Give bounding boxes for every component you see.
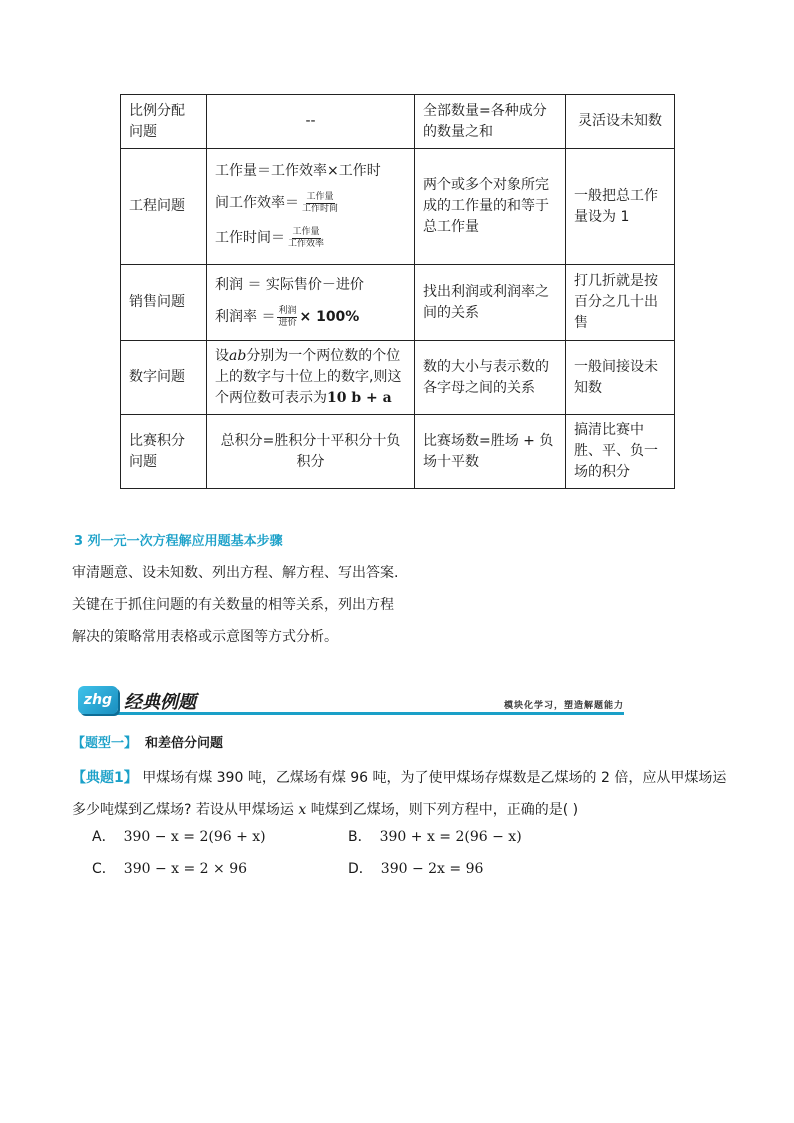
formula-line: 工作量＝工作效率×工作时 [215, 163, 381, 179]
problem-types-table [120, 94, 675, 489]
option-label: B． [348, 829, 372, 845]
option-c[interactable] [92, 858, 247, 878]
formula-cell [207, 149, 415, 265]
option-expression: 390 − 2x = 96 [380, 861, 484, 877]
formula-text: 工作时间＝ [215, 230, 285, 246]
relation-cell: 找出利润或利润率之间的关系 [415, 265, 566, 341]
option-label: A． [92, 829, 116, 845]
option-a[interactable] [92, 826, 266, 846]
zhg-logo-badge: zhg [78, 686, 118, 714]
fraction [277, 306, 297, 329]
formula-line [215, 301, 406, 335]
section-banner [78, 682, 624, 718]
formula-line [215, 187, 406, 221]
formula-text: 利润率 ＝ [215, 309, 276, 325]
fraction-denominator: 工作时间 [302, 204, 339, 214]
question-variable: x [298, 802, 307, 818]
relation-cell: 数的大小与表示数的各字母之间的关系 [415, 341, 566, 415]
formula-expression: 10 b + a [327, 390, 392, 406]
option-d[interactable] [348, 858, 483, 878]
relation-cell: 两个或多个对象所完成的工作量的和等于总工作量 [415, 149, 566, 265]
option-expression: 390 + x = 2(96 − x) [379, 829, 522, 845]
formula-text: 间工作效率＝ [215, 195, 299, 211]
formula-cell: -- [207, 95, 415, 149]
banner-title: 经典例题 [124, 692, 196, 713]
formula-variable: ab [229, 348, 247, 364]
type-cell: 工程问题 [121, 149, 207, 265]
formula-cell [207, 341, 415, 415]
type-cell: 数字问题 [121, 341, 207, 415]
fraction-numerator: 工作量 [292, 227, 320, 237]
paragraph: 审清题意、设未知数、列出方程、解方程、写出答案. [72, 565, 399, 581]
type-cell: 销售问题 [121, 265, 207, 341]
option-expression: 390 − x = 2 × 96 [123, 861, 248, 877]
fraction [301, 192, 339, 215]
fraction [287, 227, 325, 250]
tip-cell: 打几折就是按百分之几十出售 [566, 265, 675, 341]
option-label: C． [92, 861, 116, 877]
fraction-denominator: 工作效率 [288, 239, 325, 249]
option-b[interactable] [348, 826, 522, 846]
question-type-label: 【题型一】 [72, 736, 138, 751]
type-cell: 比赛积分问题 [121, 415, 207, 489]
formula-line: 利润 ＝ 实际售价－进价 [215, 277, 364, 293]
banner-slogan: 模块化学习，塑造解题能力 [503, 701, 624, 711]
formula-text: × 100% [299, 309, 360, 325]
question-type-heading [72, 732, 223, 751]
fraction-numerator: 工作量 [306, 192, 334, 202]
question-type-title: 和差倍分问题 [145, 736, 224, 751]
fraction-denominator: 进价 [278, 318, 297, 328]
table-row [121, 265, 675, 341]
example-tag: 【典题1】 [72, 770, 138, 786]
option-expression: 390 − x = 2(96 + x) [123, 829, 266, 845]
question-text: 吨煤到乙煤场，则下列方程中，正确的是( ) [306, 802, 579, 818]
relation-cell: 比赛场数=胜场 + 负场十平数 [415, 415, 566, 489]
formula-text: 分别为一个两位数的个位上的数字与十位上的数字,则这个两位数可表示为 [215, 348, 402, 406]
type-cell: 比例分配问题 [121, 95, 207, 149]
tip-cell: 搞清比赛中胜、平、负一场的积分 [566, 415, 675, 489]
formula-cell: 总积分=胜积分十平积分十负积分 [207, 415, 415, 489]
table-row [121, 341, 675, 415]
table-row [121, 95, 675, 149]
paragraph: 解决的策略常用表格或示意图等方式分析。 [72, 629, 338, 645]
formula-text: 设 [215, 348, 229, 364]
question-text: 甲煤场有煤 390 吨，乙煤场有煤 96 吨，为了使甲煤场存煤数是乙煤场的 2 倍，应从甲煤场运多少吨煤到乙煤场? 若设从甲煤场运 [72, 770, 727, 818]
example-question [72, 762, 732, 826]
formula-line [215, 221, 406, 257]
section-heading: 3 列一元一次方程解应用题基本步骤 [74, 534, 283, 549]
formula-cell [207, 265, 415, 341]
table-row [121, 149, 675, 265]
fraction-numerator: 利润 [278, 306, 297, 316]
tip-cell: 灵活设未知数 [566, 95, 675, 149]
relation-cell: 全部数量=各种成分的数量之和 [415, 95, 566, 149]
paragraph: 关键在于抓住问题的有关数量的相等关系，列出方程 [72, 597, 394, 613]
table-row [121, 415, 675, 489]
option-label: D． [348, 861, 373, 877]
tip-cell: 一般把总工作量设为 1 [566, 149, 675, 265]
tip-cell: 一般间接设未知数 [566, 341, 675, 415]
